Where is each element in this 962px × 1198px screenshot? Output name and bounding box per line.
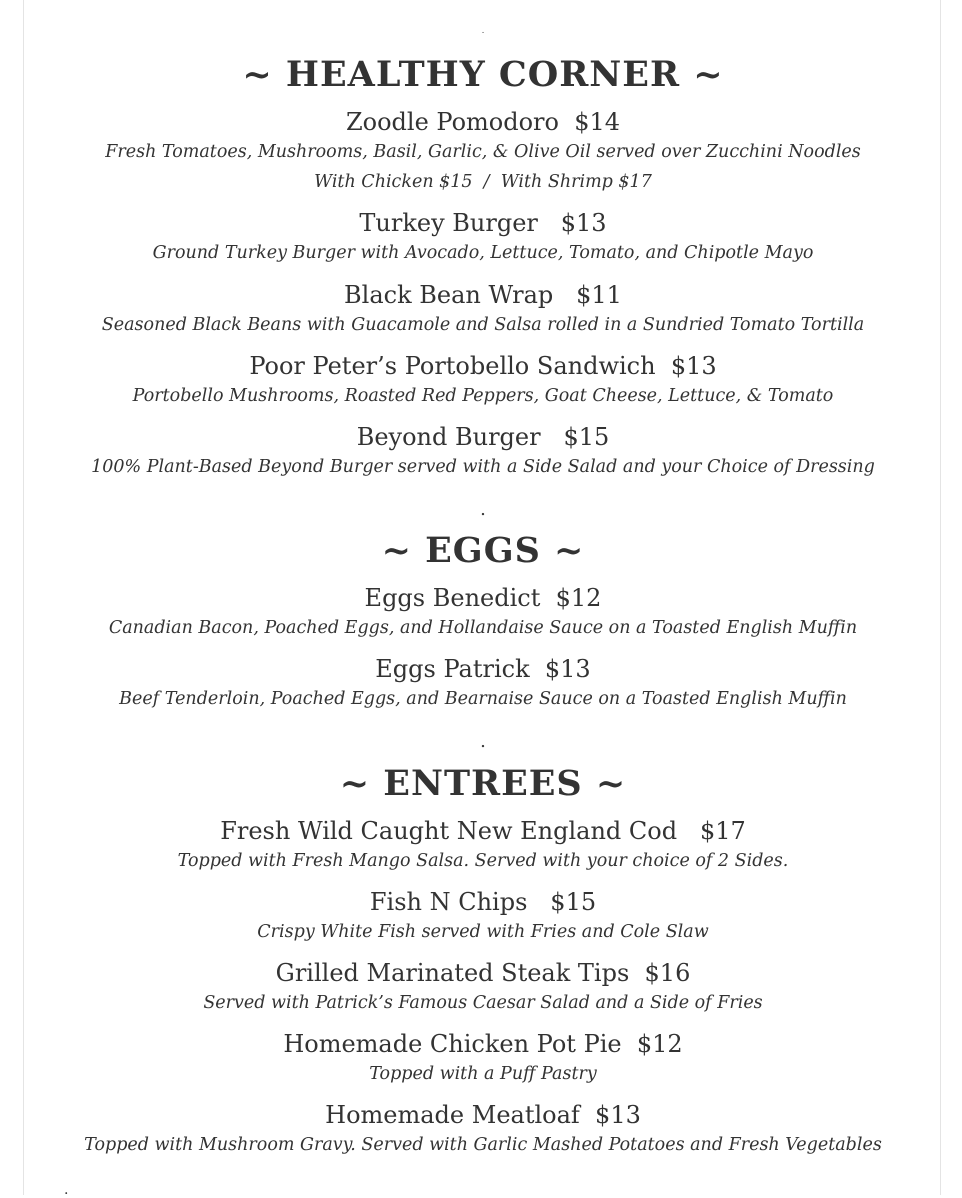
menu-item-title: Black Bean Wrap $11	[344, 281, 622, 309]
menu-item-title: Fresh Wild Caught New England Cod $17	[220, 817, 746, 845]
menu-item-title: Eggs Benedict $12	[364, 584, 602, 612]
menu-item-title: Poor Peter’s Portobello Sandwich $13	[249, 352, 717, 380]
menu-item-description: 100% Plant-Based Beyond Burger served with a Side Salad and your Choice of Dressing	[91, 457, 875, 477]
menu-item-description: Topped with a Puff Pastry	[369, 1064, 597, 1084]
menu-item-description: Served with Patrick’s Famous Caesar Salad and a Side of Fries	[203, 993, 763, 1013]
menu-item-title: Zoodle Pomodoro $14	[345, 108, 621, 136]
menu-item-description: Ground Turkey Burger with Avocado, Lettuce, Tomato, and Chipotle Mayo	[152, 243, 814, 263]
menu-item-description: Portobello Mushrooms, Roasted Red Peppers, Goat Cheese, Lettuce, & Tomato	[132, 386, 834, 406]
separator-dot: .	[64, 1182, 69, 1198]
menu-item-title: Grilled Marinated Steak Tips $16	[275, 959, 691, 987]
menu-item-options: With Chicken $15 / With Shrimp $17	[314, 172, 652, 192]
menu-item-description: Topped with Fresh Mango Salsa. Served with your choice of 2 Sides.	[177, 851, 789, 871]
separator-dot: .	[480, 499, 486, 520]
menu-item-title: Fish N Chips $15	[369, 888, 597, 916]
menu-item-title: Homemade Meatloaf $13	[325, 1101, 641, 1129]
menu-item-description: Canadian Bacon, Poached Eggs, and Hollandaise Sauce on a Toasted English Muffin	[108, 618, 858, 638]
separator-dot: .	[481, 26, 485, 35]
menu-page	[23, 0, 941, 1198]
menu-item-title: Turkey Burger $13	[359, 209, 607, 237]
menu-item-title: Beyond Burger $15	[356, 423, 610, 451]
separator-dot: .	[480, 731, 486, 752]
menu-item-description: Topped with Mushroom Gravy. Served with Garlic Mashed Potatoes and Fresh Vegetables	[84, 1135, 882, 1155]
menu-item-description: Fresh Tomatoes, Mushrooms, Basil, Garlic, & Olive Oil served over Zucchini Noodles	[105, 142, 861, 162]
section-heading-entrees: ~ ENTREES ~	[339, 763, 627, 804]
menu-item-description: Beef Tenderloin, Poached Eggs, and Bearnaise Sauce on a Toasted English Muffin	[119, 689, 847, 709]
menu-item-description: Seasoned Black Beans with Guacamole and Salsa rolled in a Sundried Tomato Tortilla	[101, 315, 865, 335]
menu-item-title: Homemade Chicken Pot Pie $12	[283, 1030, 683, 1058]
section-heading-eggs: ~ EGGS ~	[381, 530, 585, 571]
section-heading-healthy-corner: ~ HEALTHY CORNER ~	[242, 54, 724, 95]
menu-item-title: Eggs Patrick $13	[375, 655, 591, 683]
menu-item-description: Crispy White Fish served with Fries and Cole Slaw	[257, 922, 709, 942]
